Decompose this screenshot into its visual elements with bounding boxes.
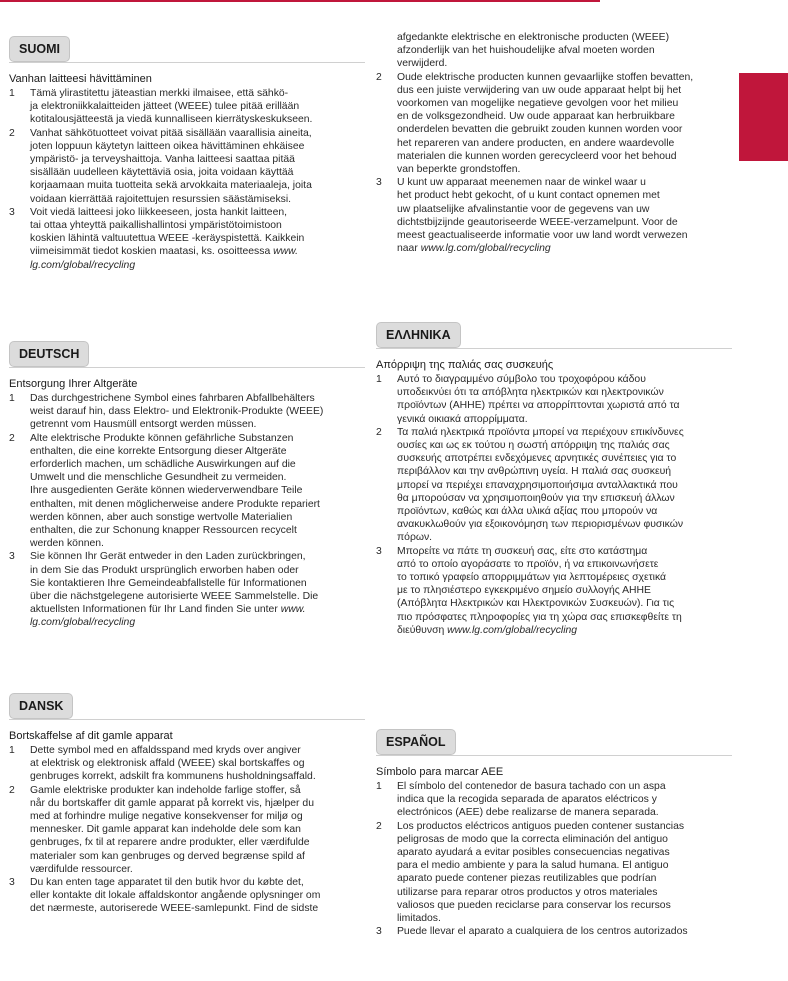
item-text: Sie können Ihr Gerät entweder in den Laden zurückbringen, in dem Sie das Produkt ursprünglich erworben haben oder Sie kontaktieren Ihre Gemeindeabfallstelle für Informationen über die nächstgelegene autorisierte WEEE Sammelstelle. Die aktuellsten Informationen für Ihr Land finden Sie unter <box>30 551 319 616</box>
item-text: U kunt uw apparaat meenemen naar de winkel waar u het product hebt gekocht, of u kunt contact opnemen met uw plaatselijke afvalinstantie voor de gegevens van uw dichtstbijzijnde geautoriseerde WEEE-verzamelpunt. Voor de meest geactualiseerde informatie voor uw land wordt verwezen naar <box>397 177 688 255</box>
section-deutsch <box>9 341 365 630</box>
list-item <box>376 176 732 255</box>
section-dansk <box>9 693 365 916</box>
item-text: Tämä ylirastitettu jäteastian merkki ilmaisee, että sähkö- ja elektroniikkalaitteiden jätteet (WEEE) tulee pitää erillään kotitalousjätteestä ja viedä kunnalliseen kierrätyskeskukseen. <box>30 88 313 126</box>
section-espanol <box>376 729 732 938</box>
item-text: Μπορείτε να πάτε τη συσκευή σας, είτε στο κατάστημα από το οποίο αγοράσατε το προϊόν, ή να επικοινωνήσετε το τοπικό γραφείο απορριμμάτων για λεπτομέρειες σχετικά με το πλησιέστερο εγκεκριμένο σημείο συλλογής ΑΗΗΕ (Απόβλητα Ηλεκτρικών και Ηλεκτρονικών Συσκευών). Για τις πιο πρόσφατες πληροφορίες για τη χώρα σας επισκεφθείτε τη διεύθυνση <box>397 545 682 636</box>
item-number: 3 <box>376 926 382 938</box>
item-number: 3 <box>376 545 382 557</box>
list-item <box>9 432 365 551</box>
section-suomi <box>9 36 365 272</box>
item-text: Du kan enten tage apparatet til den butik hvor du købte det, eller kontakte dit lokale affaldskontor angående oplysninger om det nærmeste, autoriserede WEEE-samlepunkt. Find de sidste <box>30 877 321 915</box>
list-item <box>9 127 365 206</box>
item-list <box>9 87 365 272</box>
language-badge-dansk: DANSK <box>9 693 73 719</box>
list-item <box>9 87 365 127</box>
item-text: Dette symbol med en affaldsspand med kryds over angiver at elektrisk og elektronisk affald (WEEE) skal bortskaffes og genbruges korrekt, adskilt fra kommunens husholdningsaffald. <box>30 745 316 783</box>
list-item <box>376 31 732 71</box>
item-text: Αυτό το διαγραμμένο σύμβολο του τροχοφόρου κάδου υποδεικνύει ότι τα απόβλητα ηλεκτρικών και ηλεκτρονικών προϊόντων (ΑΗΗΕ) πρέπει να απορρίπτονται χωριστά από τα γενικά οικιακά απορρίμματα. <box>397 374 680 425</box>
list-item <box>9 876 365 916</box>
section-heading: Απόρριψη της παλιάς σας συσκευής <box>376 359 554 371</box>
section-heading: Vanhan laitteesi hävittäminen <box>9 73 152 85</box>
item-number: 1 <box>9 88 15 99</box>
section-heading: Símbolo para marcar AEE <box>376 766 504 778</box>
item-text: Vanhat sähkötuotteet voivat pitää sisällään vaarallisia aineita, joten loppuun käytetyn laitteen oikea hävittäminen ehkäisee ympäristö- ja terveyshaittoja. Vanha laitteesi saattaa pitää sisällään uudelleen käytettäviä osia, joita voidaan käyttää korjaamaan muita tuotteita sekä arvokkaita materiaaleja, joita voidaan kierrättää rajoitettujen resurssien säästämiseksi. <box>30 127 312 205</box>
item-list <box>9 392 365 630</box>
item-number: 2 <box>9 127 15 139</box>
list-item <box>376 426 732 545</box>
item-list <box>376 780 732 938</box>
item-text: Los productos eléctricos antiguos pueden contener sustancias peligrosas de modo que la correcta eliminación del antiguo aparato ayudará a evitar posibles consecuencias negativas para el medio ambiente y para la salud humana. El antiguo aparato puede contener piezas reutilizables que podrían utilizarse para reparar otros productos y otros materiales valiosos que pueden reciclarse para conservar los recursos limitados. <box>397 820 685 925</box>
item-number: 2 <box>376 820 382 832</box>
side-index-tab <box>739 73 788 161</box>
section-nederlands-continued <box>376 31 732 255</box>
item-number: 1 <box>9 745 15 756</box>
language-badge-suomi: SUOMI <box>9 36 70 62</box>
item-text: Τα παλιά ηλεκτρικά προϊόντα μπορεί να περιέχουν επικίνδυνες ουσίες και ως εκ τούτου η σωστή απόρριψη της παλιάς σας συσκευής αποτρέπει ενδεχόμενες αρνητικές συνέπειες για το περιβάλλον και την ανθρώπινη υγεία. Η παλιά σας συσκευή μπορεί να περιέχει επαναχρησιμοποιήσιμα ανταλλακτικά που θα μπορούσαν να χρησιμοποιηθούν για την επισκευή άλλων προϊόντων, καθώς και άλλα υλικά αξίας που μπορούν να ανακυκλωθούν για εξοικονόμηση των περιορισμένων φυσικών πόρων. <box>397 426 684 544</box>
item-text: El símbolo del contenedor de basura tachado con un aspa indica que la recogida separada de aparatos eléctricos y electrónicos (AEE) debe realizarse de manera separada. <box>397 781 666 819</box>
list-item <box>376 820 732 926</box>
list-item <box>9 784 365 876</box>
item-number: 2 <box>9 784 15 796</box>
item-text: Das durchgestrichene Symbol eines fahrbaren Abfallbehälters weist darauf hin, dass Elektro- und Elektronik-Produkte (WEEE) getrennt vom Hausmüll entsorgt werden müssen. <box>30 393 324 431</box>
list-item <box>376 925 732 938</box>
section-heading: Bortskaffelse af dit gamle apparat <box>9 730 173 742</box>
section-divider <box>376 348 732 349</box>
item-number: 3 <box>9 877 15 889</box>
recycling-link[interactable]: www.lg.com/global/recycling <box>420 243 551 255</box>
recycling-link[interactable]: www. lg.com/global/recycling <box>30 604 306 629</box>
item-list <box>376 31 732 255</box>
section-divider <box>9 367 365 368</box>
item-text: Oude elektrische producten kunnen gevaarlijke stoffen bevatten, dus een juiste verwijdering van uw oude apparaat helpt bij het voorkomen van mogelijke negatieve gevolgen voor het milieu en de volksgezondheid. Uw oude apparaat kan herbruikbare onderdelen bevatten die gebruikt zouden kunnen worden voor het repareren van andere producten, en andere waardevolle materialen die kunnen worden gerecycleerd voor het behoud van beperkte grondstoffen. <box>397 71 694 176</box>
item-text: afgedankte elektrische en elektronische producten (WEEE) afzonderlijk van het huishoudelijke afval moeten worden verwijderd. <box>397 32 670 70</box>
language-badge-espanol: ESPAÑOL <box>376 729 456 755</box>
item-list <box>376 373 732 637</box>
item-text: Alte elektrische Produkte können gefährliche Substanzen enthalten, die eine korrekte Entsorgung dieser Altgeräte erforderlich machen, um schädliche Auswirkungen auf die Umwelt und die menschliche Gesundheit zu vermeiden. Ihre ausgedienten Geräte können wiederverwendbare Teile enthalten, mit denen möglicherweise andere Produkte repariert werden können, aber auch sonstige wertvolle Materialien enthalten, die zur Schonung knapper Ressourcen recycelt werden können. <box>30 432 320 550</box>
list-item <box>376 545 732 637</box>
item-number: 1 <box>376 374 382 385</box>
top-accent-rule <box>0 0 600 2</box>
section-ellinika <box>376 322 732 637</box>
recycling-link[interactable]: www. lg.com/global/recycling <box>30 246 298 271</box>
section-heading: Entsorgung Ihrer Altgeräte <box>9 378 138 390</box>
list-item <box>9 744 365 784</box>
item-number: 1 <box>9 393 15 404</box>
list-item <box>376 373 732 426</box>
list-item <box>9 392 365 432</box>
recycling-link[interactable]: www.lg.com/global/recycling <box>447 624 578 636</box>
item-number: 3 <box>9 206 15 218</box>
language-badge-ellinika: ΕΛΛΗΝΙΚΑ <box>376 322 461 348</box>
item-text: Voit viedä laitteesi joko liikkeeseen, josta hankit laitteen, tai ottaa yhteyttä paikallishallintosi ympäristötoimistoon koskien lähintä valtuutettua WEEE -keräyspistettä. Kaikkein viimeisimmät tiedot koskien maatasi, ks. osoitteessa <box>30 206 305 258</box>
section-divider <box>9 62 365 63</box>
list-item <box>376 71 732 177</box>
list-item <box>9 550 365 629</box>
item-number: 2 <box>376 426 382 438</box>
item-number: 2 <box>376 71 382 83</box>
item-text: Puede llevar el aparato a cualquiera de los centros autorizados <box>397 926 688 938</box>
item-number: 3 <box>9 551 15 563</box>
section-divider <box>376 755 732 756</box>
item-text: Gamle elektriske produkter kan indeholde farlige stoffer, så når du bortskaffer dit gamle apparat på korrekt vis, hjælper du med at forhindre mulige negative konsekvenser for miljø og mennesker. Dit gamle apparat kan indeholde dele som kan genbruges, fx til at reparere andre produkter, eller værdifulde materialer som kan genbruges og derved begrænse spild af værdifulde ressourcer. <box>30 784 314 875</box>
list-item <box>9 206 365 272</box>
item-list <box>9 744 365 916</box>
list-item <box>376 780 732 820</box>
item-number: 3 <box>376 177 382 189</box>
item-number: 2 <box>9 432 15 444</box>
item-number: 1 <box>376 781 382 792</box>
section-divider <box>9 719 365 720</box>
language-badge-deutsch: DEUTSCH <box>9 341 89 367</box>
